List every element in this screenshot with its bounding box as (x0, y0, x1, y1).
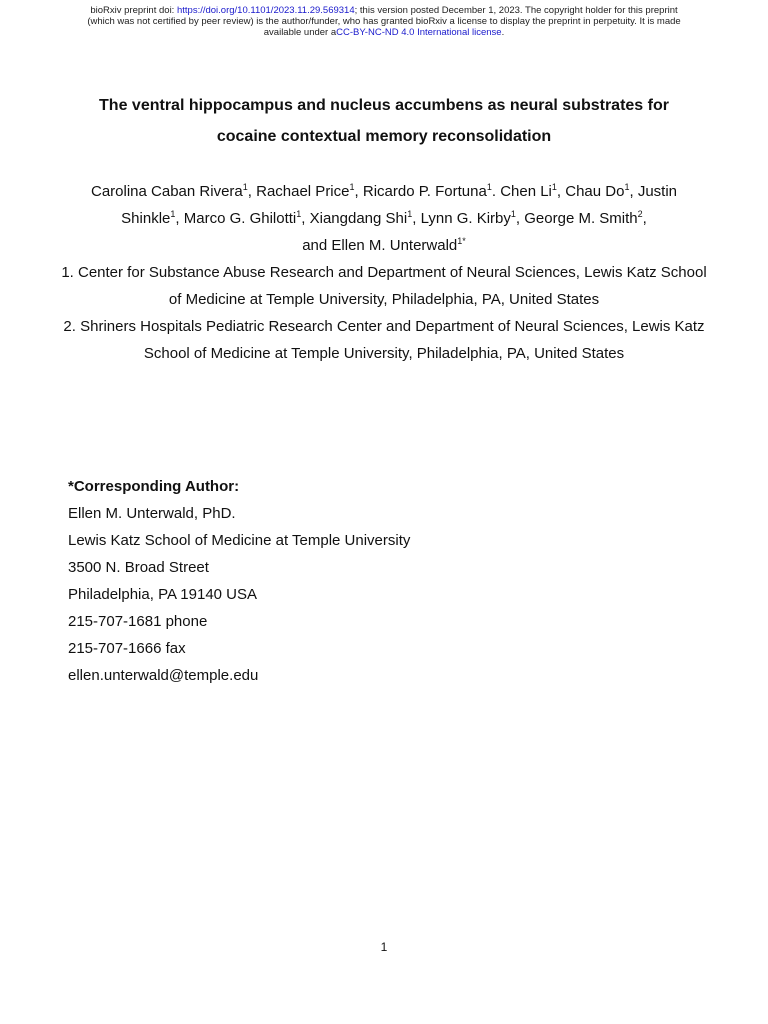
author-entry (421, 210, 525, 227)
author-name: Ricardo P. Fortuna (362, 183, 487, 200)
author-separator: , (412, 210, 421, 227)
author-separator: , (354, 183, 363, 200)
author-separator: , (629, 183, 638, 200)
author-entry (91, 183, 256, 200)
author-name: Lynn G. Kirby (420, 210, 511, 227)
author-entry (500, 183, 565, 200)
banner-line-2: (which was not certified by peer review) is the author/funder, who has granted bioRxiv a license to display the preprint in perpetuity. It is made (87, 16, 681, 27)
author-entry (302, 237, 466, 254)
author-affiliation-marker: 1* (457, 236, 466, 246)
author-affiliation-marker: 1 (242, 182, 248, 192)
banner-line-3 (0, 27, 768, 38)
affiliation-1: 1. Center for Substance Abuse Research and Department of Neural Sciences, Lewis Katz School of Medicine at Temple University, Philadelphia, PA, United States (61, 264, 707, 308)
corresponding-phone: 215-707-1681 phone (68, 613, 208, 630)
corresponding-city: Philadelphia, PA 19140 USA (68, 586, 258, 603)
author-separator: . (491, 183, 501, 200)
author-affiliation-marker: 1 (349, 182, 355, 192)
affiliation-list (60, 259, 708, 367)
author-name: Chen Li (500, 183, 552, 200)
author-name: Justin Shinkle (121, 183, 677, 227)
page-number: 1 (380, 940, 388, 954)
author-affiliation-marker: 1 (407, 209, 413, 219)
author-separator: , (247, 183, 257, 200)
author-entry (363, 183, 500, 200)
corresponding-fax: 215-707-1666 fax (68, 640, 186, 657)
author-affiliation-marker: 1 (551, 182, 557, 192)
banner-license-suffix: . (501, 27, 505, 38)
author-separator: , (515, 210, 525, 227)
affiliation-2: 2. Shriners Hospitals Pediatric Research Center and Department of Neural Sciences, Lewis Katz School of Medicine at Temple University, Philadelphia, PA, United States (63, 318, 705, 362)
author-separator: , (175, 210, 184, 227)
doi-link[interactable]: https://doi.org/10.1101/2023.11.29.569314 (176, 5, 355, 16)
author-name: Xiangdang Shi (309, 210, 408, 227)
corresponding-email[interactable]: ellen.unterwald@temple.edu (68, 667, 259, 684)
banner-doi-prefix: bioRxiv preprint doi: (90, 5, 177, 16)
author-affiliation-marker: 1 (510, 209, 516, 219)
author-name: Marco G. Ghilotti (183, 210, 297, 227)
author-name: and Ellen M. Unterwald (302, 237, 458, 254)
paper-title (40, 90, 728, 152)
corresponding-author-block (68, 473, 708, 689)
author-affiliation-marker: 1 (296, 209, 302, 219)
author-name: Carolina Caban Rivera (91, 183, 243, 200)
corresponding-author-name: Ellen M. Unterwald, PhD. (68, 505, 236, 522)
title-line-1: The ventral hippocampus and nucleus accumbens as neural substrates for (99, 97, 669, 114)
banner-line-1 (0, 5, 768, 16)
author-affiliation-marker: 1 (486, 182, 492, 192)
license-link[interactable]: CC-BY-NC-ND 4.0 International license (336, 27, 502, 38)
author-name: Chau Do (565, 183, 625, 200)
banner-license-prefix: available under a (263, 27, 337, 38)
author-separator: , (642, 210, 647, 227)
author-list (60, 178, 708, 259)
corresponding-street: 3500 N. Broad Street (68, 559, 209, 576)
biorxiv-banner (0, 5, 768, 38)
corresponding-author-heading: *Corresponding Author: (68, 478, 240, 495)
author-entry (565, 183, 638, 200)
author-entry (256, 183, 363, 200)
author-name: Rachael Price (256, 183, 350, 200)
author-separator: , (301, 210, 310, 227)
banner-posted-text: ; this version posted December 1, 2023. The copyright holder for this preprint (354, 5, 678, 16)
title-line-2: cocaine contextual memory reconsolidation (216, 128, 552, 145)
author-affiliation-marker: 1 (170, 209, 176, 219)
author-entry (524, 210, 647, 227)
author-entry (310, 210, 421, 227)
author-affiliation-marker: 2 (637, 209, 643, 219)
author-entry (184, 210, 310, 227)
author-separator: , (556, 183, 566, 200)
author-affiliation-marker: 1 (624, 182, 630, 192)
author-name: George M. Smith (524, 210, 638, 227)
corresponding-institution: Lewis Katz School of Medicine at Temple University (68, 532, 411, 549)
